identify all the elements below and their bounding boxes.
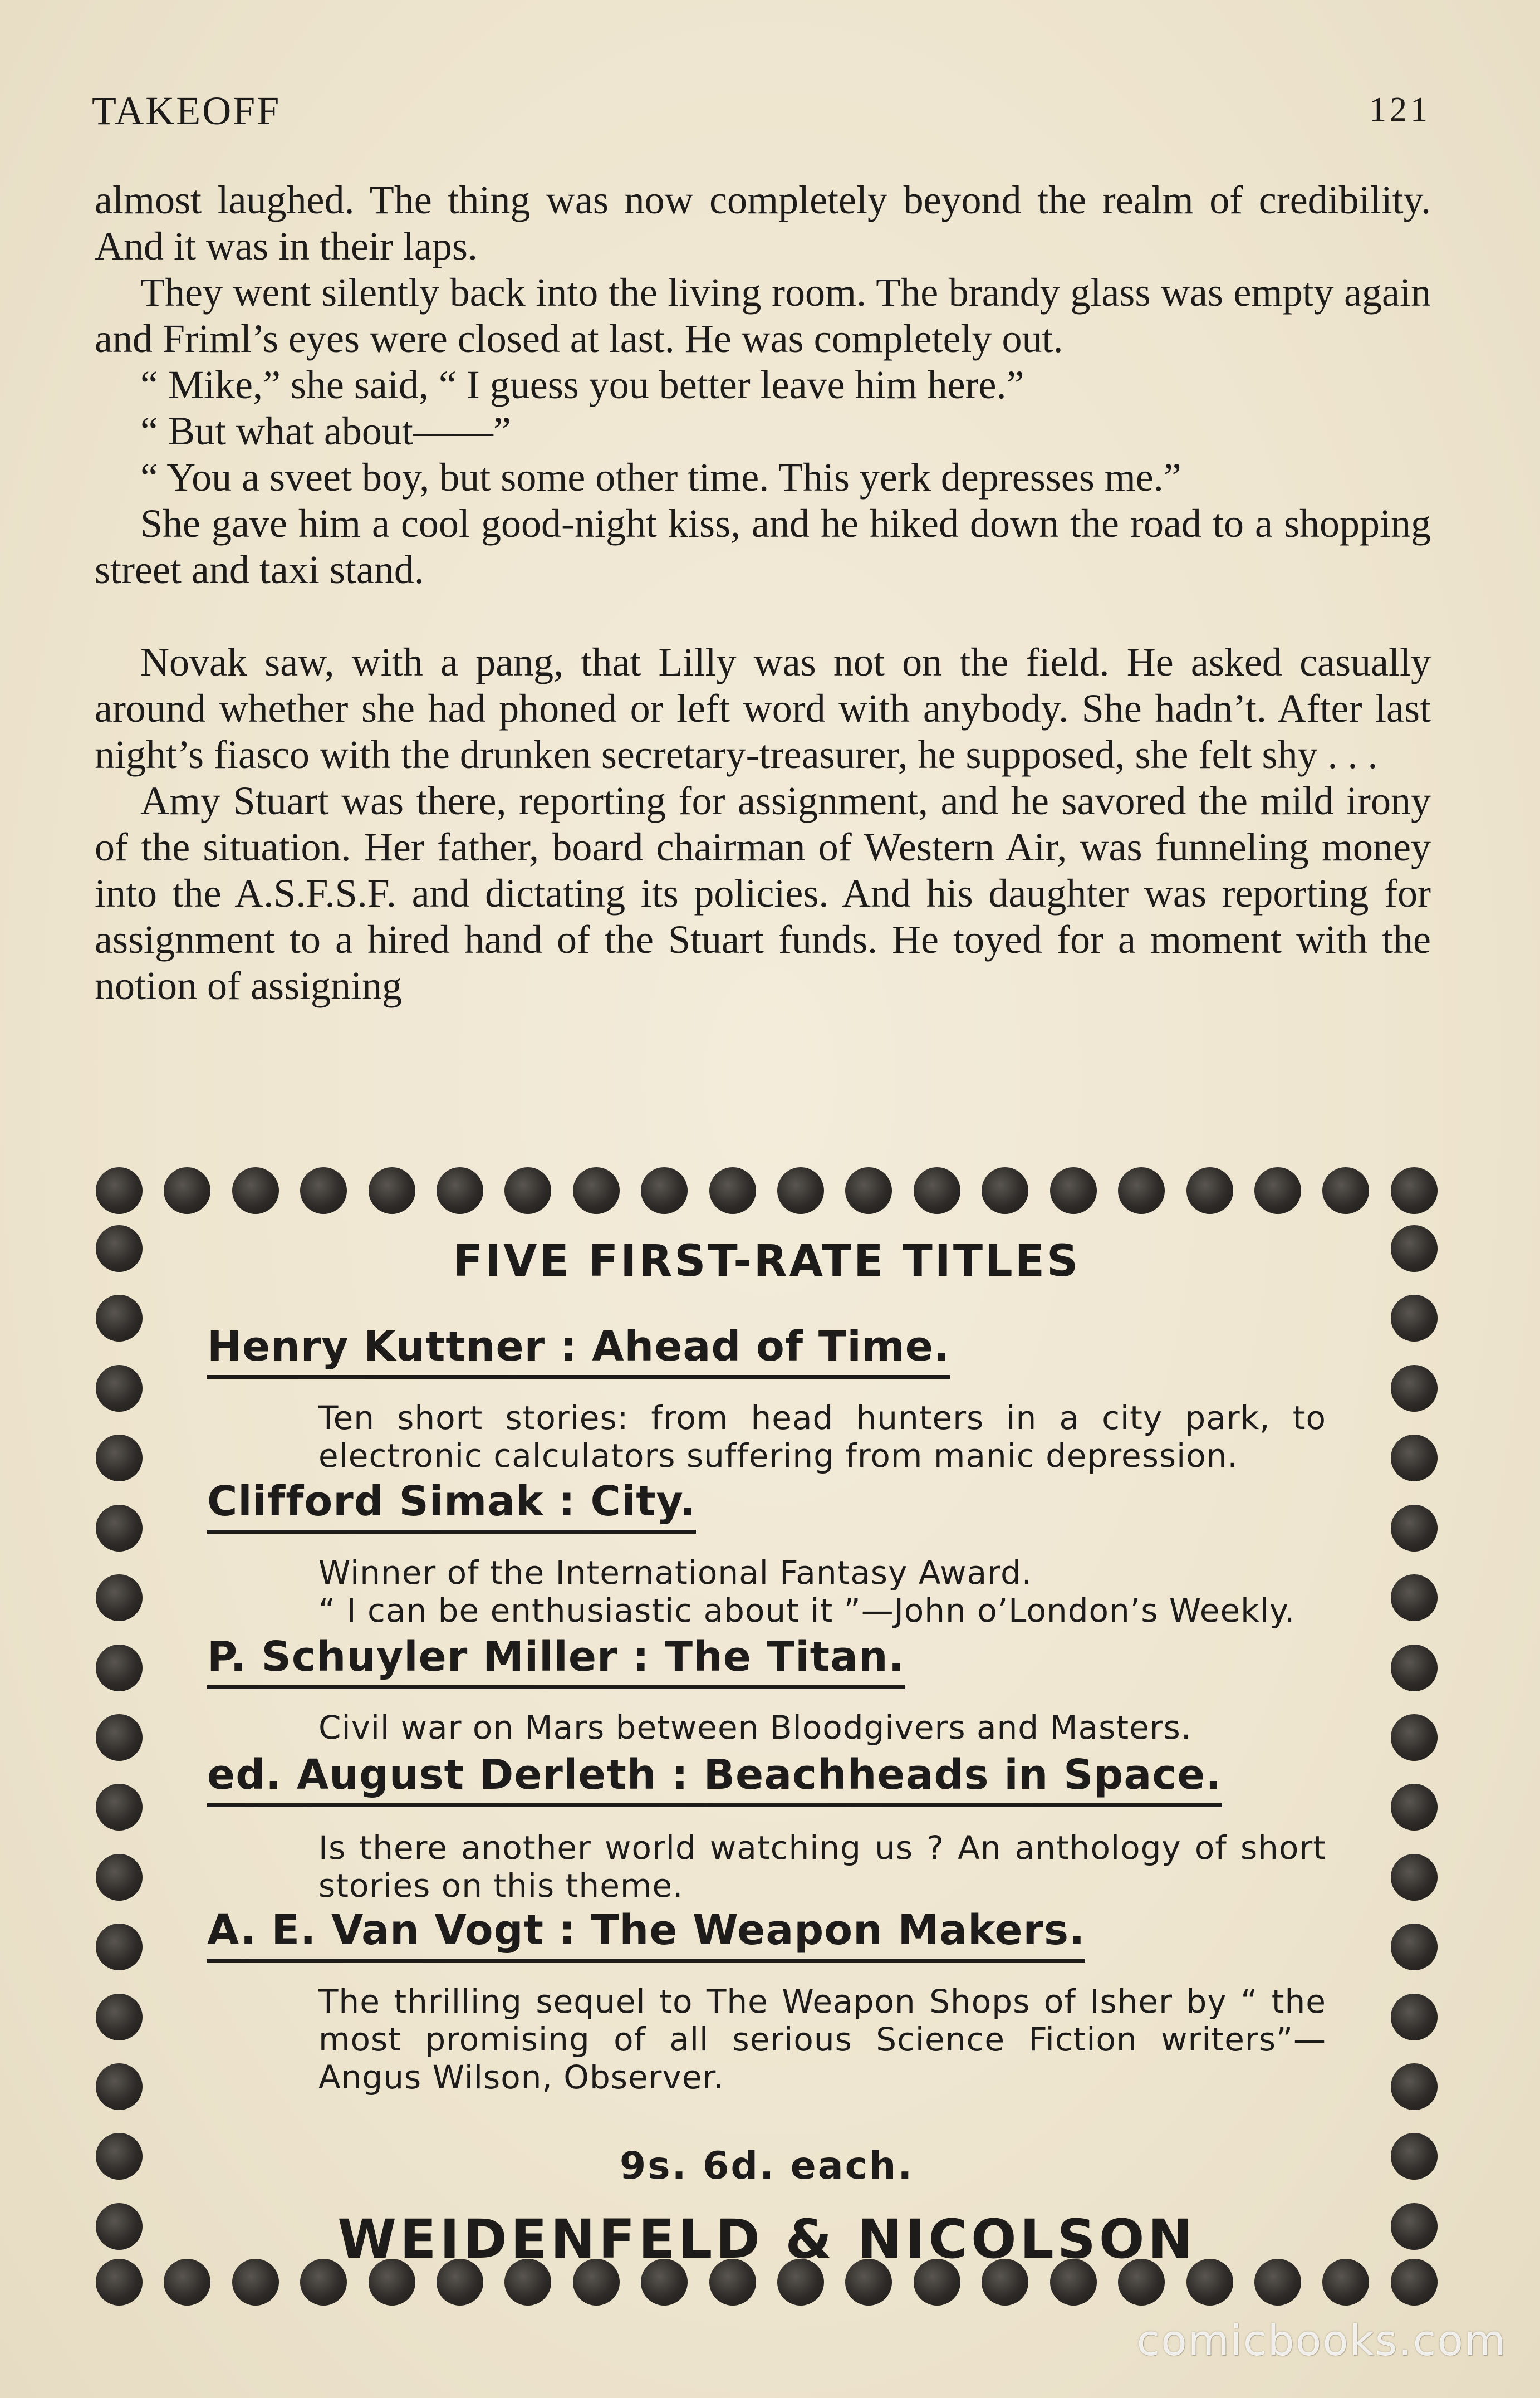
border-dot	[504, 1167, 551, 1214]
border-dot	[96, 1225, 143, 1272]
border-dot	[1391, 1435, 1438, 1481]
border-dot	[1391, 1167, 1438, 1214]
book-title: Henry Kuttner : Ahead of Time.	[207, 1323, 950, 1379]
book-description	[318, 1983, 1326, 2096]
border-dot	[96, 1435, 143, 1481]
border-dot	[96, 1295, 143, 1342]
border-dot	[164, 1167, 210, 1214]
description-line: Ten short stories: from head hunters in a city park, to electronic calculators suffering from manic depression.	[318, 1399, 1326, 1475]
border-dot	[914, 1167, 960, 1214]
border-dot	[1391, 1225, 1438, 1272]
book-title: Clifford Simak : City.	[207, 1477, 696, 1534]
border-dot	[164, 2259, 210, 2306]
border-dot	[96, 2203, 143, 2250]
border-dot	[1391, 1365, 1438, 1412]
border-dot	[96, 1574, 143, 1621]
book-title: A. E. Van Vogt : The Weapon Makers.	[207, 1906, 1085, 1963]
border-dot	[96, 2063, 143, 2110]
border-dot	[96, 1924, 143, 1970]
border-dot	[1391, 1574, 1438, 1621]
border-dot	[1391, 1994, 1438, 2040]
description-line: Is there another world watching us ? An anthology of short stories on this theme.	[318, 1829, 1326, 1905]
border-dot	[96, 1365, 143, 1412]
border-dot	[96, 1784, 143, 1831]
border-dot	[96, 1645, 143, 1691]
border-dot	[300, 1167, 347, 1214]
border-dot	[232, 1167, 279, 1214]
border-dot	[1391, 2203, 1438, 2250]
border-dot	[96, 2259, 143, 2306]
border-dot	[1391, 1924, 1438, 1970]
paragraph: almost laughed. The thing was now completely beyond the realm of credibility. And it was in their laps.	[95, 178, 1431, 268]
description-line: Civil war on Mars between Bloodgivers and Masters.	[318, 1709, 1192, 1746]
border-dot	[982, 1167, 1028, 1214]
border-dot	[437, 1167, 483, 1214]
border-dot	[1050, 1167, 1097, 1214]
ad-heading: FIVE FIRST-RATE TITLES	[453, 1236, 1081, 1286]
paragraph: They went silently back into the living room. The brandy glass was empty again and Friml’s eyes were closed at last. He was completely out.	[95, 270, 1431, 361]
border-dot	[1391, 2259, 1438, 2306]
border-dot	[96, 2133, 143, 2180]
border-dot	[369, 1167, 415, 1214]
dot-border-right	[1389, 1225, 1439, 2250]
publisher-name: WEIDENFELD & NICOLSON	[337, 2208, 1196, 2270]
border-dot	[1391, 1295, 1438, 1342]
paragraph: “ Mike,” she said, “ I guess you better leave him here.”	[140, 363, 1024, 407]
border-dot	[1186, 1167, 1233, 1214]
border-dot	[96, 1505, 143, 1552]
ad-content	[207, 1236, 1326, 2283]
border-dot	[641, 1167, 688, 1214]
border-dot	[1391, 1645, 1438, 1691]
page-number: 121	[1369, 91, 1431, 129]
border-dot	[96, 1714, 143, 1761]
border-dot	[1322, 1167, 1369, 1214]
book-title: P. Schuyler Miller : The Titan.	[207, 1633, 905, 1689]
watermark: comicbooks.com	[1136, 2316, 1507, 2365]
dot-border-top	[96, 1164, 1438, 1217]
border-dot	[1391, 1854, 1438, 1901]
border-dot	[709, 1167, 756, 1214]
border-dot	[1391, 2133, 1438, 2180]
dot-border-left	[94, 1225, 144, 2250]
border-dot	[1254, 1167, 1301, 1214]
running-head: TAKEOFF	[92, 89, 281, 133]
border-dot	[1391, 1784, 1438, 1831]
body-text	[95, 177, 1431, 1009]
border-dot	[96, 1167, 143, 1214]
description-line: “ I can be enthusiastic about it ”—John o’London’s Weekly.	[318, 1592, 1296, 1629]
paragraph: Amy Stuart was there, reporting for assignment, and he savored the mild irony of the situation. Her father, board chairman of Western Air, was funneling money into the A.S.F.S.F. and dictating its policies. And his daughter was reporting for assignment to a hired hand of the Stuart funds. He toyed for a moment with the notion of assigning	[95, 779, 1431, 1008]
paragraph: She gave him a cool good-night kiss, and he hiked down the road to a shopping street and taxi stand.	[95, 501, 1431, 592]
paragraph: “ You a sveet boy, but some other time. This yerk depresses me.”	[140, 455, 1181, 500]
border-dot	[777, 1167, 824, 1214]
advertisement	[96, 1164, 1438, 2311]
border-dot	[1391, 2063, 1438, 2110]
border-dot	[845, 1167, 892, 1214]
paragraph: Novak saw, with a pang, that Lilly was not on the field. He asked casually around whether she had phoned or left word with anybody. She hadn’t. After last night’s fiasco with the drunken secretary-treasurer, he supposed, she felt shy . . .	[95, 640, 1431, 777]
page-header	[92, 88, 1431, 144]
border-dot	[1391, 1714, 1438, 1761]
border-dot	[573, 1167, 620, 1214]
description-line: Winner of the International Fantasy Award.	[318, 1554, 1033, 1592]
border-dot	[96, 1994, 143, 2040]
border-dot	[1118, 1167, 1165, 1214]
price: 9s. 6d. each.	[619, 2144, 914, 2188]
description-line: The thrilling sequel to The Weapon Shops of Isher by “ the most promising of all serious Science Fiction writers”—Angus Wilson, Observer.	[318, 1983, 1326, 2096]
border-dot	[1391, 1505, 1438, 1552]
book-title: ed. August Derleth : Beachheads in Space.	[207, 1751, 1222, 1807]
paragraph: “ But what about——”	[140, 409, 511, 453]
book-description	[318, 1829, 1326, 1905]
book-description	[318, 1709, 1326, 1746]
border-dot	[1322, 2259, 1369, 2306]
border-dot	[96, 1854, 143, 1901]
book-description	[318, 1399, 1326, 1475]
book-description	[318, 1554, 1326, 1629]
